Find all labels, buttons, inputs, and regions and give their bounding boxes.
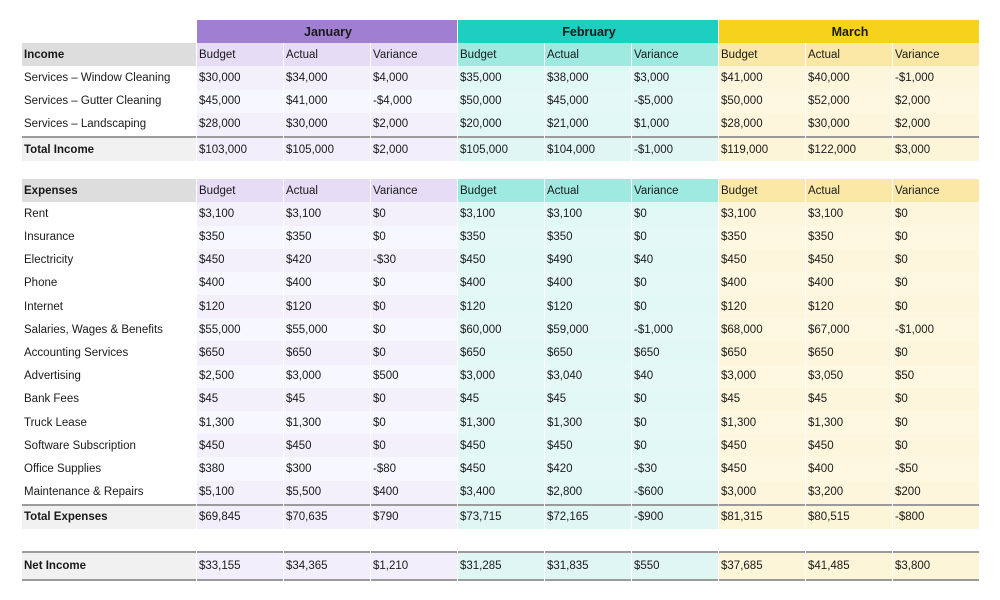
column-header-january-budget[interactable]: Budget xyxy=(197,43,283,66)
value-cell-march-budget[interactable]: $28,000 xyxy=(719,113,805,136)
expense-row xyxy=(22,272,979,295)
row-label: Salaries, Wages & Benefits xyxy=(22,318,196,341)
expense-row xyxy=(22,226,979,249)
column-header-march-budget[interactable]: Budget xyxy=(719,43,805,66)
total-expenses-row-value-february-budget[interactable]: $73,715 xyxy=(458,504,544,529)
corner-blank-cell xyxy=(22,20,196,43)
expense-row xyxy=(22,365,979,388)
row-label: Advertising xyxy=(22,365,196,388)
income-row xyxy=(22,113,979,136)
column-header-january-variance[interactable]: Variance xyxy=(371,179,457,202)
net-income-row-value-march-actual[interactable]: $41,485 xyxy=(806,551,892,581)
value-cell-january-variance[interactable]: $500 xyxy=(371,365,457,388)
row-label: Services – Landscaping xyxy=(22,113,196,136)
column-header-march-variance[interactable]: Variance xyxy=(893,43,979,66)
value-cell-march-variance[interactable]: $0 xyxy=(893,202,979,225)
value-cell-january-budget[interactable]: $450 xyxy=(197,434,283,457)
month-header-row xyxy=(22,20,979,43)
value-cell-january-actual[interactable]: $650 xyxy=(284,341,370,364)
value-cell-february-actual[interactable]: $45,000 xyxy=(545,90,631,113)
value-cell-march-budget[interactable]: $350 xyxy=(719,226,805,249)
row-label: Services – Window Cleaning xyxy=(22,66,196,89)
value-cell-march-variance[interactable]: $0 xyxy=(893,295,979,318)
value-cell-february-variance[interactable]: $0 xyxy=(632,411,718,434)
value-cell-march-actual[interactable]: $1,300 xyxy=(806,411,892,434)
value-cell-january-actual[interactable]: $350 xyxy=(284,226,370,249)
value-cell-march-budget[interactable]: $3,000 xyxy=(719,481,805,504)
expense-row xyxy=(22,388,979,411)
value-cell-february-variance[interactable]: -$5,000 xyxy=(632,90,718,113)
value-cell-february-budget[interactable]: $450 xyxy=(458,249,544,272)
expense-row xyxy=(22,249,979,272)
net-income-row-value-january-actual[interactable]: $34,365 xyxy=(284,551,370,581)
value-cell-february-variance[interactable]: -$600 xyxy=(632,481,718,504)
value-cell-january-budget[interactable]: $400 xyxy=(197,272,283,295)
row-label: Office Supplies xyxy=(22,457,196,480)
value-cell-january-budget[interactable]: $55,000 xyxy=(197,318,283,341)
row-label: Electricity xyxy=(22,249,196,272)
row-label: Truck Lease xyxy=(22,411,196,434)
value-cell-march-variance[interactable]: $0 xyxy=(893,434,979,457)
value-cell-february-actual[interactable]: $120 xyxy=(545,295,631,318)
value-cell-march-budget[interactable]: $41,000 xyxy=(719,66,805,89)
value-cell-february-budget[interactable]: $1,300 xyxy=(458,411,544,434)
total-expenses-row xyxy=(22,504,979,529)
value-cell-march-variance[interactable]: $50 xyxy=(893,365,979,388)
value-cell-january-variance[interactable]: $400 xyxy=(371,481,457,504)
value-cell-march-budget[interactable]: $1,300 xyxy=(719,411,805,434)
total-expenses-row-value-march-budget[interactable]: $81,315 xyxy=(719,504,805,529)
row-label: Rent xyxy=(22,202,196,225)
month-header-january[interactable]: January xyxy=(197,20,457,43)
total-expenses-row-value-january-actual[interactable]: $70,635 xyxy=(284,504,370,529)
value-cell-march-budget[interactable]: $650 xyxy=(719,341,805,364)
value-cell-january-actual[interactable]: $420 xyxy=(284,249,370,272)
column-header-january-budget[interactable]: Budget xyxy=(197,179,283,202)
value-cell-january-variance[interactable]: $0 xyxy=(371,318,457,341)
value-cell-february-budget[interactable]: $20,000 xyxy=(458,113,544,136)
value-cell-january-variance[interactable]: $0 xyxy=(371,202,457,225)
value-cell-march-variance[interactable]: $200 xyxy=(893,481,979,504)
row-label: Phone xyxy=(22,272,196,295)
value-cell-march-budget[interactable]: $68,000 xyxy=(719,318,805,341)
value-cell-january-actual[interactable]: $3,000 xyxy=(284,365,370,388)
column-header-march-actual[interactable]: Actual xyxy=(806,179,892,202)
value-cell-march-variance[interactable]: $0 xyxy=(893,226,979,249)
value-cell-february-variance[interactable]: $40 xyxy=(632,365,718,388)
value-cell-february-actual[interactable]: $59,000 xyxy=(545,318,631,341)
value-cell-january-variance[interactable]: $0 xyxy=(371,272,457,295)
expense-row xyxy=(22,434,979,457)
value-cell-january-budget[interactable]: $30,000 xyxy=(197,66,283,89)
value-cell-january-budget[interactable]: $5,100 xyxy=(197,481,283,504)
value-cell-march-actual[interactable]: $350 xyxy=(806,226,892,249)
value-cell-january-variance[interactable]: -$4,000 xyxy=(371,90,457,113)
value-cell-march-actual[interactable]: $450 xyxy=(806,434,892,457)
net-income-row-value-february-actual[interactable]: $31,835 xyxy=(545,551,631,581)
expenses-section-title: Expenses xyxy=(22,179,196,202)
value-cell-february-actual[interactable]: $1,300 xyxy=(545,411,631,434)
value-cell-march-actual[interactable]: $400 xyxy=(806,457,892,480)
column-header-january-variance[interactable]: Variance xyxy=(371,43,457,66)
value-cell-january-variance[interactable]: $4,000 xyxy=(371,66,457,89)
value-cell-january-budget[interactable]: $45,000 xyxy=(197,90,283,113)
value-cell-january-actual[interactable]: $45 xyxy=(284,388,370,411)
expense-row xyxy=(22,341,979,364)
value-cell-february-actual[interactable]: $45 xyxy=(545,388,631,411)
total-income-row-value-march-variance[interactable]: $3,000 xyxy=(893,136,979,161)
value-cell-march-budget[interactable]: $120 xyxy=(719,295,805,318)
value-cell-february-variance[interactable]: $650 xyxy=(632,341,718,364)
row-label: Accounting Services xyxy=(22,341,196,364)
total-expenses-row-value-february-actual[interactable]: $72,165 xyxy=(545,504,631,529)
expense-row xyxy=(22,457,979,480)
value-cell-january-actual[interactable]: $41,000 xyxy=(284,90,370,113)
value-cell-january-actual[interactable]: $3,100 xyxy=(284,202,370,225)
value-cell-february-variance[interactable]: $1,000 xyxy=(632,113,718,136)
net-income-row-label: Net Income xyxy=(22,551,196,581)
value-cell-january-budget[interactable]: $350 xyxy=(197,226,283,249)
value-cell-february-actual[interactable]: $3,040 xyxy=(545,365,631,388)
value-cell-march-budget[interactable]: $400 xyxy=(719,272,805,295)
value-cell-march-actual[interactable]: $3,050 xyxy=(806,365,892,388)
value-cell-february-actual[interactable]: $21,000 xyxy=(545,113,631,136)
expenses-header-row xyxy=(22,179,979,202)
net-income-row-value-january-variance[interactable]: $1,210 xyxy=(371,551,457,581)
value-cell-january-budget[interactable]: $1,300 xyxy=(197,411,283,434)
value-cell-february-budget[interactable]: $350 xyxy=(458,226,544,249)
value-cell-january-actual[interactable]: $1,300 xyxy=(284,411,370,434)
value-cell-february-variance[interactable]: $0 xyxy=(632,295,718,318)
income-section-title: Income xyxy=(22,43,196,66)
value-cell-january-budget[interactable]: $28,000 xyxy=(197,113,283,136)
value-cell-february-actual[interactable]: $350 xyxy=(545,226,631,249)
value-cell-january-variance[interactable]: -$30 xyxy=(371,249,457,272)
value-cell-january-budget[interactable]: $380 xyxy=(197,457,283,480)
value-cell-march-variance[interactable]: $2,000 xyxy=(893,113,979,136)
value-cell-march-budget[interactable]: $450 xyxy=(719,249,805,272)
value-cell-january-actual[interactable]: $300 xyxy=(284,457,370,480)
net-income-row-value-february-variance[interactable]: $550 xyxy=(632,551,718,581)
net-spacer xyxy=(22,529,979,551)
column-header-march-budget[interactable]: Budget xyxy=(719,179,805,202)
value-cell-january-variance[interactable]: $0 xyxy=(371,388,457,411)
total-income-row-value-february-actual[interactable]: $104,000 xyxy=(545,136,631,161)
total-income-row xyxy=(22,136,979,161)
column-header-march-actual[interactable]: Actual xyxy=(806,43,892,66)
value-cell-february-budget[interactable]: $3,000 xyxy=(458,365,544,388)
value-cell-february-actual[interactable]: $420 xyxy=(545,457,631,480)
value-cell-february-variance[interactable]: $0 xyxy=(632,272,718,295)
row-label: Internet xyxy=(22,295,196,318)
value-cell-february-budget[interactable]: $450 xyxy=(458,457,544,480)
value-cell-february-budget[interactable]: $120 xyxy=(458,295,544,318)
value-cell-february-variance[interactable]: $0 xyxy=(632,388,718,411)
value-cell-march-actual[interactable]: $45 xyxy=(806,388,892,411)
expense-row xyxy=(22,318,979,341)
value-cell-march-variance[interactable]: $0 xyxy=(893,249,979,272)
net-income-row xyxy=(22,551,979,581)
value-cell-march-actual[interactable]: $3,200 xyxy=(806,481,892,504)
value-cell-march-variance[interactable]: $0 xyxy=(893,388,979,411)
value-cell-march-variance[interactable]: $0 xyxy=(893,272,979,295)
value-cell-february-budget[interactable]: $45 xyxy=(458,388,544,411)
value-cell-february-variance[interactable]: $0 xyxy=(632,434,718,457)
value-cell-january-budget[interactable]: $3,100 xyxy=(197,202,283,225)
value-cell-january-variance[interactable]: $0 xyxy=(371,295,457,318)
value-cell-march-variance[interactable]: -$1,000 xyxy=(893,318,979,341)
total-income-row-value-march-budget[interactable]: $119,000 xyxy=(719,136,805,161)
net-spacer-cell xyxy=(22,529,979,551)
value-cell-january-budget[interactable]: $450 xyxy=(197,249,283,272)
value-cell-march-actual[interactable]: $3,100 xyxy=(806,202,892,225)
row-label: Insurance xyxy=(22,226,196,249)
value-cell-february-actual[interactable]: $38,000 xyxy=(545,66,631,89)
expense-row xyxy=(22,202,979,225)
row-label: Services – Gutter Cleaning xyxy=(22,90,196,113)
value-cell-february-variance[interactable]: $0 xyxy=(632,226,718,249)
value-cell-january-variance[interactable]: $0 xyxy=(371,411,457,434)
value-cell-march-actual[interactable]: $67,000 xyxy=(806,318,892,341)
total-income-row-value-february-variance[interactable]: -$1,000 xyxy=(632,136,718,161)
value-cell-january-variance[interactable]: $2,000 xyxy=(371,113,457,136)
value-cell-february-budget[interactable]: $60,000 xyxy=(458,318,544,341)
value-cell-march-budget[interactable]: $45 xyxy=(719,388,805,411)
value-cell-march-actual[interactable]: $400 xyxy=(806,272,892,295)
value-cell-january-actual[interactable]: $30,000 xyxy=(284,113,370,136)
value-cell-january-variance[interactable]: $0 xyxy=(371,341,457,364)
total-income-row-label: Total Income xyxy=(22,136,196,161)
value-cell-march-budget[interactable]: $50,000 xyxy=(719,90,805,113)
value-cell-january-actual[interactable]: $120 xyxy=(284,295,370,318)
expense-row xyxy=(22,481,979,504)
value-cell-march-actual[interactable]: $40,000 xyxy=(806,66,892,89)
value-cell-february-actual[interactable]: $450 xyxy=(545,434,631,457)
value-cell-january-budget[interactable]: $45 xyxy=(197,388,283,411)
value-cell-january-actual[interactable]: $55,000 xyxy=(284,318,370,341)
column-header-february-variance[interactable]: Variance xyxy=(632,43,718,66)
expense-row xyxy=(22,295,979,318)
value-cell-february-variance[interactable]: $3,000 xyxy=(632,66,718,89)
column-header-february-actual[interactable]: Actual xyxy=(545,179,631,202)
total-income-row-value-january-actual[interactable]: $105,000 xyxy=(284,136,370,161)
section-spacer-cell xyxy=(22,161,979,179)
section-spacer xyxy=(22,161,979,179)
expense-row xyxy=(22,411,979,434)
column-header-february-budget[interactable]: Budget xyxy=(458,179,544,202)
value-cell-march-budget[interactable]: $3,100 xyxy=(719,202,805,225)
total-expenses-row-value-february-variance[interactable]: -$900 xyxy=(632,504,718,529)
income-row xyxy=(22,66,979,89)
value-cell-february-budget[interactable]: $650 xyxy=(458,341,544,364)
row-label: Bank Fees xyxy=(22,388,196,411)
value-cell-february-budget[interactable]: $35,000 xyxy=(458,66,544,89)
total-income-row-value-january-budget[interactable]: $103,000 xyxy=(197,136,283,161)
column-header-january-actual[interactable]: Actual xyxy=(284,43,370,66)
value-cell-march-actual[interactable]: $450 xyxy=(806,249,892,272)
value-cell-february-budget[interactable]: $50,000 xyxy=(458,90,544,113)
income-row xyxy=(22,90,979,113)
value-cell-march-actual[interactable]: $30,000 xyxy=(806,113,892,136)
value-cell-march-variance[interactable]: $2,000 xyxy=(893,90,979,113)
column-header-february-budget[interactable]: Budget xyxy=(458,43,544,66)
value-cell-march-actual[interactable]: $650 xyxy=(806,341,892,364)
value-cell-february-variance[interactable]: -$1,000 xyxy=(632,318,718,341)
month-header-march[interactable]: March xyxy=(719,20,979,43)
value-cell-february-budget[interactable]: $450 xyxy=(458,434,544,457)
column-header-march-variance[interactable]: Variance xyxy=(893,179,979,202)
net-income-row-value-january-budget[interactable]: $33,155 xyxy=(197,551,283,581)
value-cell-march-variance[interactable]: -$50 xyxy=(893,457,979,480)
total-income-row-value-february-budget[interactable]: $105,000 xyxy=(458,136,544,161)
value-cell-march-actual[interactable]: $52,000 xyxy=(806,90,892,113)
value-cell-march-budget[interactable]: $450 xyxy=(719,457,805,480)
total-expenses-row-value-january-budget[interactable]: $69,845 xyxy=(197,504,283,529)
budget-vs-actual-sheet xyxy=(22,20,978,581)
value-cell-january-budget[interactable]: $2,500 xyxy=(197,365,283,388)
value-cell-february-actual[interactable]: $2,800 xyxy=(545,481,631,504)
net-income-row-value-february-budget[interactable]: $31,285 xyxy=(458,551,544,581)
total-expenses-row-label: Total Expenses xyxy=(22,504,196,529)
value-cell-february-variance[interactable]: -$30 xyxy=(632,457,718,480)
value-cell-january-actual[interactable]: $5,500 xyxy=(284,481,370,504)
row-label: Software Subscription xyxy=(22,434,196,457)
value-cell-march-actual[interactable]: $120 xyxy=(806,295,892,318)
value-cell-january-variance[interactable]: $0 xyxy=(371,434,457,457)
value-cell-march-variance[interactable]: -$1,000 xyxy=(893,66,979,89)
value-cell-february-budget[interactable]: $400 xyxy=(458,272,544,295)
value-cell-january-variance[interactable]: -$80 xyxy=(371,457,457,480)
net-income-row-value-march-variance[interactable]: $3,800 xyxy=(893,551,979,581)
value-cell-january-budget[interactable]: $650 xyxy=(197,341,283,364)
value-cell-february-variance[interactable]: $40 xyxy=(632,249,718,272)
value-cell-january-variance[interactable]: $0 xyxy=(371,226,457,249)
total-income-row-value-january-variance[interactable]: $2,000 xyxy=(371,136,457,161)
value-cell-february-budget[interactable]: $3,400 xyxy=(458,481,544,504)
value-cell-january-budget[interactable]: $120 xyxy=(197,295,283,318)
value-cell-march-variance[interactable]: $0 xyxy=(893,341,979,364)
column-header-february-variance[interactable]: Variance xyxy=(632,179,718,202)
value-cell-february-actual[interactable]: $3,100 xyxy=(545,202,631,225)
value-cell-february-actual[interactable]: $400 xyxy=(545,272,631,295)
budget-table xyxy=(21,20,980,581)
income-header-row xyxy=(22,43,979,66)
value-cell-january-actual[interactable]: $450 xyxy=(284,434,370,457)
total-income-row-value-march-actual[interactable]: $122,000 xyxy=(806,136,892,161)
month-header-february[interactable]: February xyxy=(458,20,718,43)
net-income-row-value-march-budget[interactable]: $37,685 xyxy=(719,551,805,581)
value-cell-february-actual[interactable]: $490 xyxy=(545,249,631,272)
total-expenses-row-value-march-variance[interactable]: -$800 xyxy=(893,504,979,529)
value-cell-february-variance[interactable]: $0 xyxy=(632,202,718,225)
column-header-february-actual[interactable]: Actual xyxy=(545,43,631,66)
column-header-january-actual[interactable]: Actual xyxy=(284,179,370,202)
value-cell-march-budget[interactable]: $3,000 xyxy=(719,365,805,388)
row-label: Maintenance & Repairs xyxy=(22,481,196,504)
value-cell-february-actual[interactable]: $650 xyxy=(545,341,631,364)
total-expenses-row-value-march-actual[interactable]: $80,515 xyxy=(806,504,892,529)
value-cell-march-budget[interactable]: $450 xyxy=(719,434,805,457)
total-expenses-row-value-january-variance[interactable]: $790 xyxy=(371,504,457,529)
value-cell-march-variance[interactable]: $0 xyxy=(893,411,979,434)
value-cell-january-actual[interactable]: $34,000 xyxy=(284,66,370,89)
value-cell-january-actual[interactable]: $400 xyxy=(284,272,370,295)
value-cell-february-budget[interactable]: $3,100 xyxy=(458,202,544,225)
